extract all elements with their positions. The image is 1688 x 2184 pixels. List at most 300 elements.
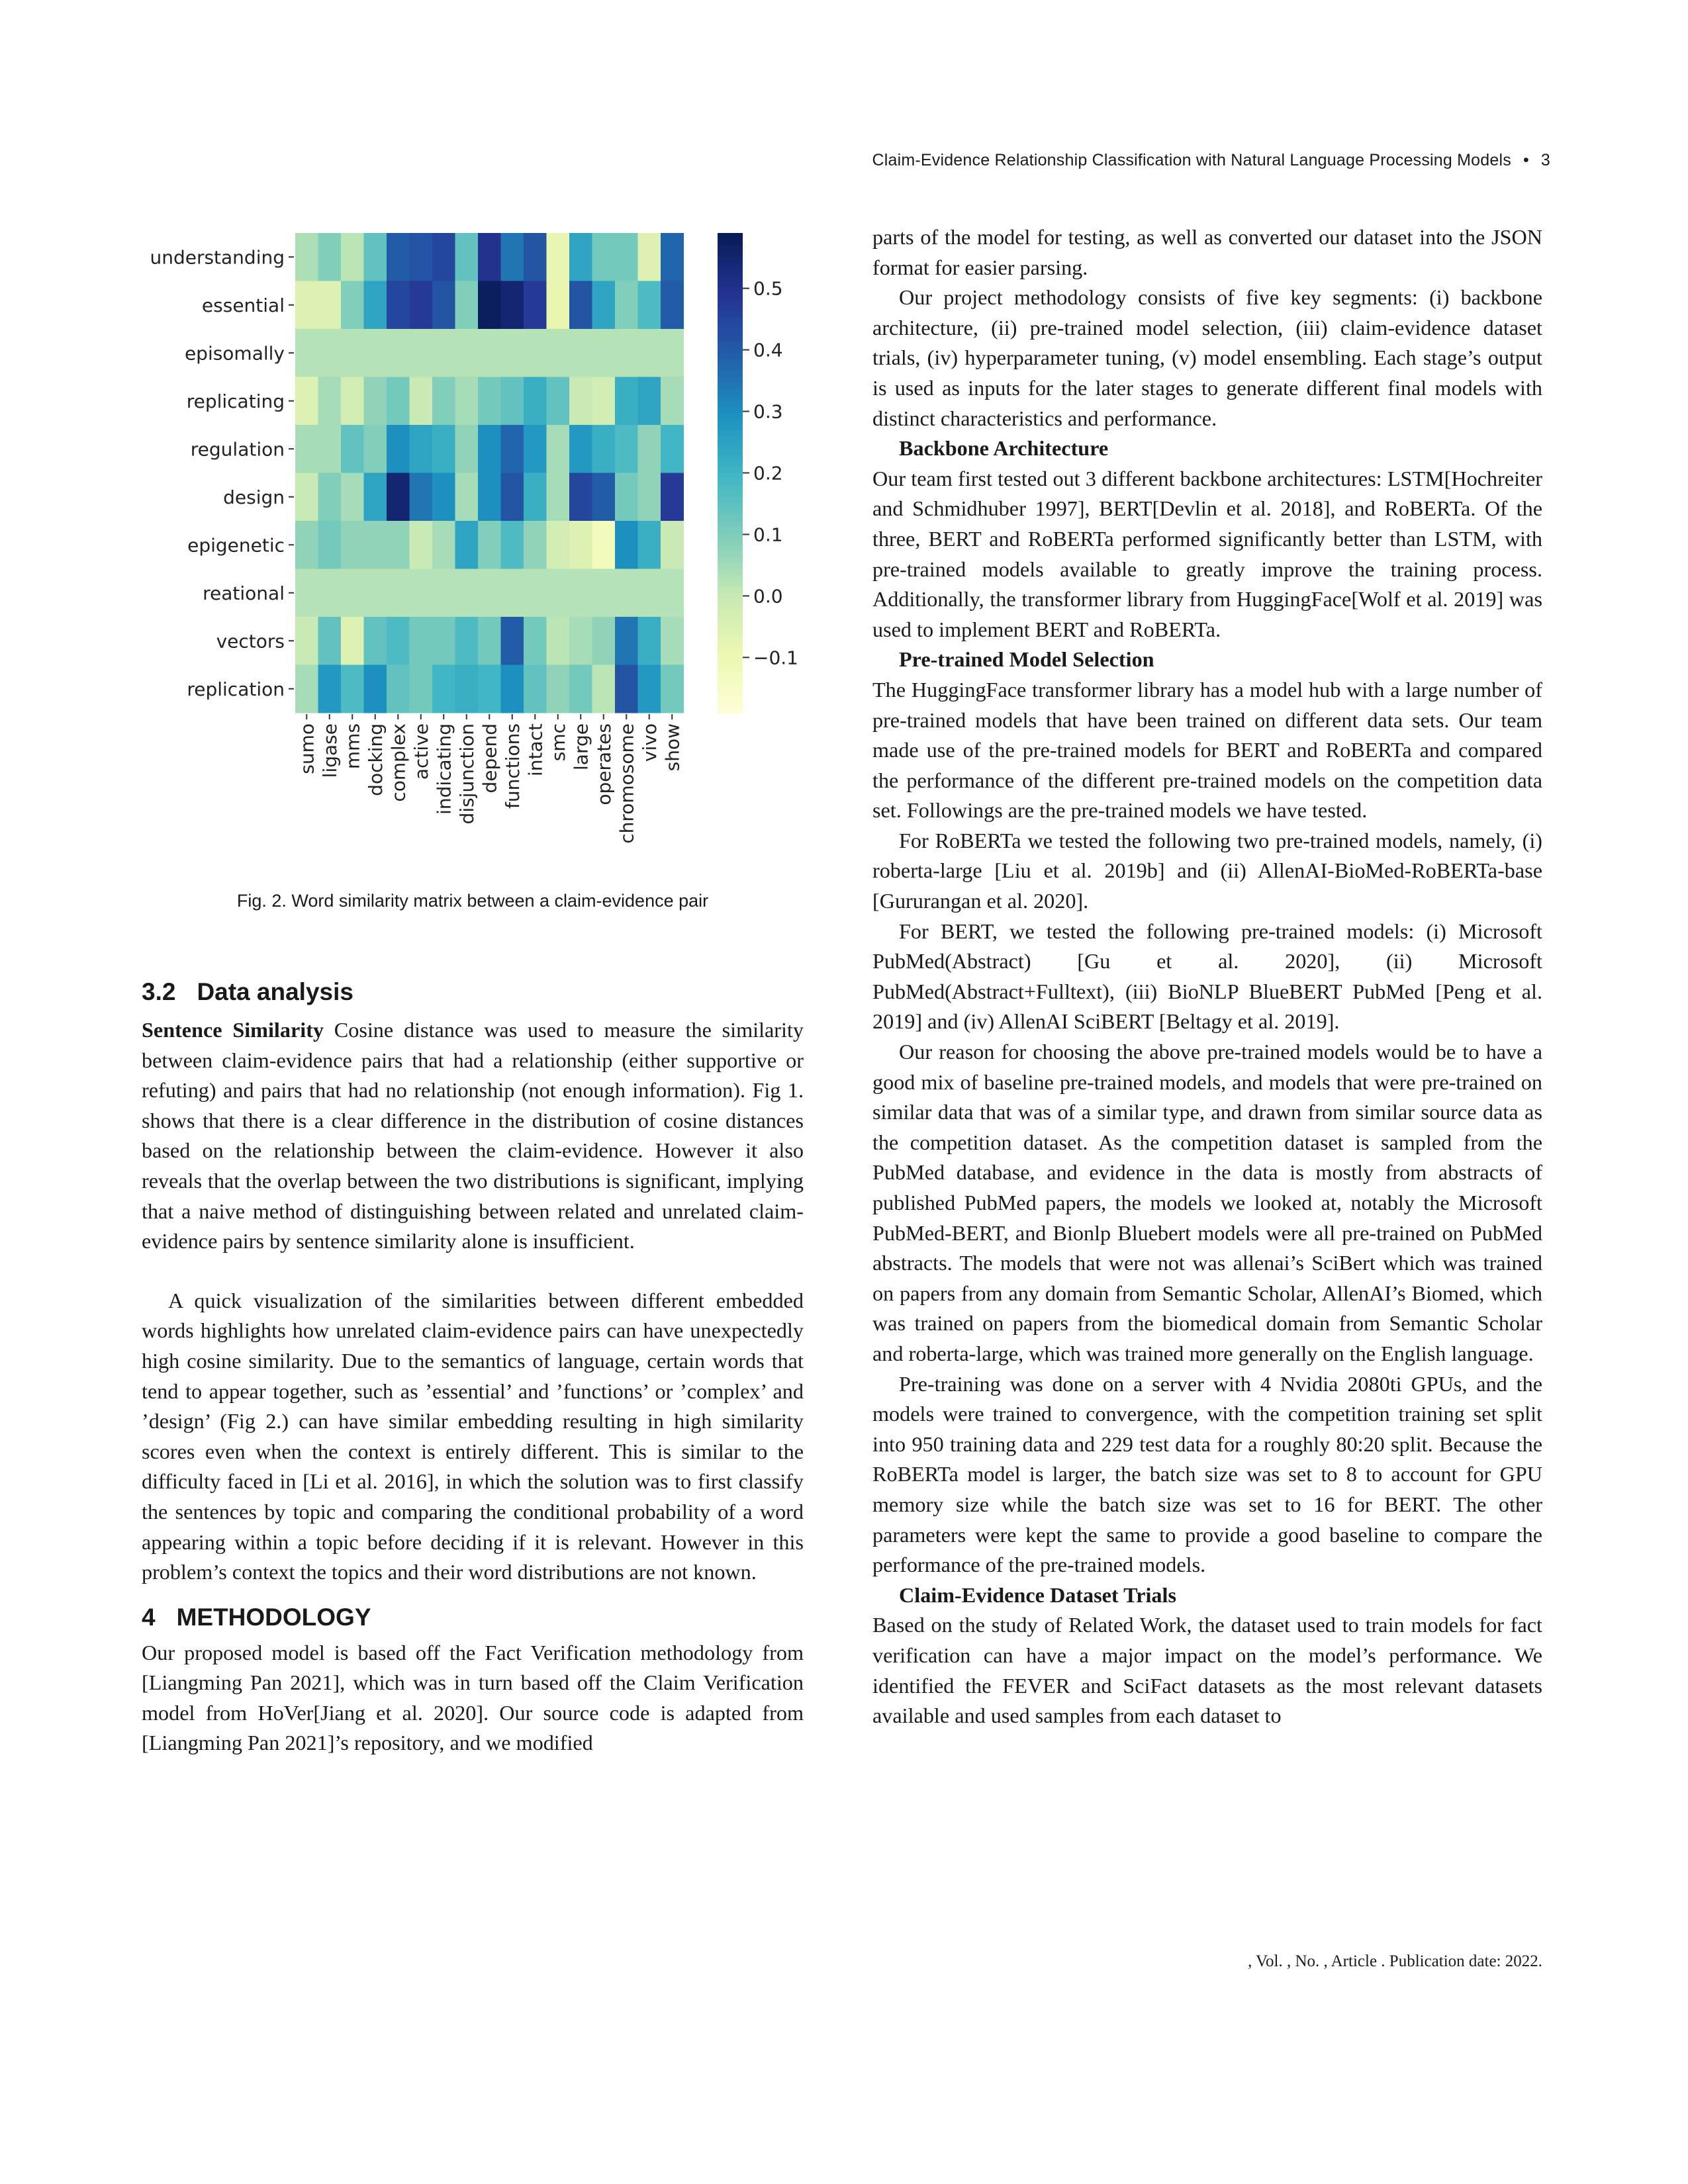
- colorbar-segment: [718, 449, 743, 455]
- column-label: vivo: [638, 723, 661, 762]
- colorbar-segment: [718, 689, 743, 696]
- column-label: functions: [501, 723, 524, 809]
- heatmap-cell: [432, 329, 455, 377]
- colorbar-segment: [718, 467, 743, 473]
- heatmap-cell: [524, 617, 547, 665]
- footer-publication: , Vol. , No. , Article . Publication date: 2022.: [1248, 1952, 1542, 1970]
- colorbar-segment: [718, 437, 743, 443]
- subheading-pretrained: Pre-trained Model Selection: [899, 647, 1154, 672]
- paragraph: parts of the model for testing, as well as converted our dataset into the JSON format for easier parsing.: [872, 225, 1542, 279]
- heatmap-cell: [592, 521, 616, 569]
- column-label: large: [570, 723, 592, 770]
- column-label: active: [410, 723, 432, 780]
- colorbar-segment: [718, 539, 743, 545]
- paragraph: For RoBERTa we tested the following two pre-trained models, namely, (i) roberta-large [Liu et al. 2019b] and (ii) AllenAI-BioMed-RoBERTa-base [Gururangan et al. 2020].: [872, 828, 1542, 913]
- heatmap-cell: [638, 521, 661, 569]
- heatmap-cell: [318, 425, 342, 473]
- heatmap-cell: [455, 521, 479, 569]
- row-label: epigenetic: [187, 534, 285, 557]
- colorbar-segment: [718, 347, 743, 353]
- heatmap-cell: [364, 233, 387, 281]
- heatmap-cell: [410, 425, 433, 473]
- colorbar-segment: [718, 245, 743, 251]
- colorbar-segment: [718, 473, 743, 480]
- heatmap-cell: [387, 569, 410, 617]
- heatmap-cell: [410, 329, 433, 377]
- colorbar-segment: [718, 605, 743, 612]
- figure-heatmap: [142, 225, 804, 900]
- heatmap-cell: [592, 617, 616, 665]
- heatmap-cell: [661, 521, 684, 569]
- heatmap-cell: [524, 665, 547, 713]
- colorbar-segment: [718, 617, 743, 623]
- row-label: replicating: [186, 390, 285, 412]
- heatmap-cell: [432, 521, 455, 569]
- colorbar-tick-label: 0.0: [753, 585, 783, 608]
- page-number: 3: [1540, 151, 1550, 169]
- paragraph-text: Cosine distance was used to measure the similarity between claim-evidence pairs that had a relationship (either supportive or refuting) and pairs that had no relationship (not enough information). Fig 1. shows that there is a clear difference in the distribution of cosine distances based on the relationship between the claim-evidence. However it also reveals that the overlap between the two distributions is significant, implying that a naive method of distinguishing between related and unrelated claim-evidence pairs by sentence similarity alone is insufficient.: [142, 1018, 804, 1253]
- heatmap-cell: [661, 281, 684, 330]
- heatmap-cell: [364, 377, 387, 426]
- heatmap-cell: [661, 233, 684, 281]
- heatmap-cell: [592, 281, 616, 330]
- heatmap-cell: [432, 281, 455, 330]
- heatmap-cell: [615, 281, 638, 330]
- colorbar-segment: [718, 401, 743, 408]
- heatmap-cell: [432, 473, 455, 522]
- heatmap-cell: [524, 473, 547, 522]
- colorbar-segment: [718, 677, 743, 684]
- heatmap-cell: [615, 665, 638, 713]
- colorbar-segment: [718, 275, 743, 281]
- running-title: Claim-Evidence Relationship Classification with Natural Language Processing Models: [872, 151, 1511, 169]
- column-label: mms: [342, 723, 364, 770]
- heatmap-cell: [318, 281, 342, 330]
- heatmap-cell: [455, 617, 479, 665]
- colorbar-segment: [718, 293, 743, 300]
- colorbar-segment: [718, 389, 743, 396]
- heatmap-cell: [501, 521, 524, 569]
- heatmap-cell: [501, 617, 524, 665]
- heatmap-cell: [615, 233, 638, 281]
- colorbar-segment: [718, 491, 743, 498]
- colorbar-segment: [718, 419, 743, 426]
- colorbar-tick-label: 0.3: [753, 400, 783, 423]
- section-title: Data analysis: [197, 978, 353, 1005]
- heatmap-cell: [615, 329, 638, 377]
- column-label: intact: [524, 723, 547, 777]
- heatmap-cell: [547, 425, 570, 473]
- heatmap-cell: [569, 329, 592, 377]
- heatmap-cell: [295, 473, 318, 522]
- heatmap-cell: [318, 377, 342, 426]
- row-label: reational: [203, 582, 285, 604]
- heatmap-cell: [432, 569, 455, 617]
- heatmap-cell: [318, 569, 342, 617]
- heatmap-cell: [478, 617, 501, 665]
- colorbar-segment: [718, 413, 743, 420]
- heatmap-cell: [341, 521, 364, 569]
- heatmap-cell: [341, 617, 364, 665]
- heatmap-cell: [341, 377, 364, 426]
- heatmap-cell: [318, 473, 342, 522]
- paragraph-methodology: Our proposed model is based off the Fact Verification methodology from [Liangming Pan 2021], which was in turn based off the Claim Verification model from HoVer[Jiang et al. 2020]. Our source code is adapted from [Liangming Pan 2021]’s repository, and we modified: [142, 1640, 804, 1755]
- heatmap-cell: [455, 473, 479, 522]
- colorbar-segment: [718, 611, 743, 617]
- heatmap-cell: [524, 425, 547, 473]
- heatmap-cell: [410, 665, 433, 713]
- figure-caption: Fig. 2. Word similarity matrix between a claim-evidence pair: [236, 891, 709, 911]
- heatmap-cell: [455, 329, 479, 377]
- section-heading-4: [142, 1604, 804, 1631]
- heatmap-cell: [364, 617, 387, 665]
- paragraph: Our team first tested out 3 different backbone architectures: LSTM[Hochreiter and Schmidhuber 1997], BERT[Devlin et al. 2018], and RoBERTa. Of the three, BERT and RoBERTa performed significantly better than LSTM, with pre-trained models available to greatly improve the training process. Additionally, the transformer library from HuggingFace[Wolf et al. 2019] was used to implement BERT and RoBERTa.: [872, 466, 1542, 641]
- heatmap-cell: [341, 665, 364, 713]
- colorbar-segment: [718, 251, 743, 257]
- row-label: episomally: [184, 342, 285, 365]
- row-label: essential: [201, 294, 285, 316]
- colorbar-segment: [718, 461, 743, 467]
- heatmap-cell: [341, 425, 364, 473]
- heatmap-cell: [524, 569, 547, 617]
- heatmap-cell: [569, 281, 592, 330]
- heatmap-cell: [547, 377, 570, 426]
- colorbar-segment: [718, 521, 743, 527]
- colorbar-segment: [718, 395, 743, 402]
- heatmap-cell: [318, 233, 342, 281]
- colorbar-segment: [718, 383, 743, 390]
- heatmap-cell: [547, 473, 570, 522]
- heatmap-cell: [501, 377, 524, 426]
- column-label: chromosome: [616, 723, 638, 844]
- colorbar-segment: [718, 623, 743, 629]
- heatmap-cell: [638, 665, 661, 713]
- paragraph: Pre-training was done on a server with 4 Nvidia 2080ti GPUs, and the models were trained to convergence, with the competition training set split into 950 training data and 229 test data for a roughly 80:20 split. Because the RoBERTa model is larger, the batch size was set to 8 to account for GPU memory size while the batch size was set to 16 for BERT. The other parameters were kept the same to provide a good baseline to compare the performance of the pre-trained models.: [872, 1371, 1542, 1577]
- heatmap-cell: [547, 617, 570, 665]
- colorbar-segment: [718, 239, 743, 246]
- colorbar-segment: [718, 311, 743, 318]
- colorbar-segment: [718, 329, 743, 336]
- heatmap-cell: [615, 569, 638, 617]
- heatmap-cell: [478, 665, 501, 713]
- heatmap-cell: [661, 377, 684, 426]
- heatmap-cell: [615, 377, 638, 426]
- colorbar-segment: [718, 665, 743, 672]
- heatmap-cell: [295, 569, 318, 617]
- colorbar-segment: [718, 527, 743, 533]
- heatmap-cell: [341, 281, 364, 330]
- heatmap-cell: [592, 665, 616, 713]
- row-label: understanding: [150, 246, 285, 269]
- colorbar-segment: [718, 671, 743, 678]
- paragraph: Our project methodology consists of five key segments: (i) backbone architecture, (ii) pre-trained model selection, (iii) claim-evidence dataset trials, (iv) hyperparameter tuning, (v) model ensembling. Each stage’s output is used as inputs for the later stages to generate different final models with distinct characteristics and performance.: [872, 285, 1542, 430]
- colorbar-tick-label: −0.1: [753, 647, 798, 669]
- heatmap-cell: [638, 569, 661, 617]
- heatmap-cell: [478, 329, 501, 377]
- heatmap-cell: [547, 233, 570, 281]
- heatmap-cell: [638, 329, 661, 377]
- heatmap-cell: [478, 473, 501, 522]
- heatmap-cell: [364, 665, 387, 713]
- heatmap-cell: [455, 569, 479, 617]
- colorbar-segment: [718, 431, 743, 437]
- heatmap-cell: [638, 281, 661, 330]
- section-number: 3.2: [142, 978, 176, 1005]
- heatmap-cell: [569, 377, 592, 426]
- colorbar-segment: [718, 629, 743, 635]
- heatmap-cell: [455, 233, 479, 281]
- colorbar-tick-label: 0.2: [753, 462, 783, 484]
- paragraph: Our reason for choosing the above pre-trained models would be to have a good mix of baseline pre-trained models, and models that were pre-trained on similar data that was of a similar type, and drawn from similar source data as the competition dataset. As the competition dataset is sampled from the PubMed database, and evidence in the data is mostly from abstracts of published PubMed papers, the models we looked at, notably the Microsoft PubMed-BERT, and Bionlp Bluebert models were all pre-trained on PubMed abstracts. The models that were not was allenai’s SciBert which was trained on papers from any domain from Semantic Scholar, AllenAI’s Biomed, which was trained on papers from the biomedical domain from Semantic Scholar and roberta-large, which was trained more generally on the English language.: [872, 1040, 1542, 1365]
- heatmap-cell: [569, 473, 592, 522]
- subheading-dataset: Claim-Evidence Dataset Trials: [899, 1582, 1176, 1607]
- colorbar-segment: [718, 509, 743, 516]
- heatmap-cell: [455, 377, 479, 426]
- paragraph: For BERT, we tested the following pre-trained models: (i) Microsoft PubMed(Abstract) [Gu et al. 2020], (ii) Microsoft PubMed(Abstract+Fulltext), (iii) BioNLP BlueBERT PubMed [Peng et al. 2019] and (iv) AllenAI SciBERT [Beltagy et al. 2019].: [872, 919, 1542, 1034]
- heatmap-cell: [341, 329, 364, 377]
- colorbar-segment: [718, 233, 743, 240]
- paragraph-sentence-similarity: [142, 1015, 804, 1257]
- heatmap-cell: [592, 329, 616, 377]
- column-label: show: [661, 723, 684, 772]
- heatmap-cell: [387, 425, 410, 473]
- heatmap-cell: [638, 377, 661, 426]
- heatmap-cell: [501, 425, 524, 473]
- heatmap-cell: [661, 425, 684, 473]
- heatmap-cell: [318, 521, 342, 569]
- colorbar-segment: [718, 359, 743, 365]
- heatmap-cell: [501, 473, 524, 522]
- colorbar-segment: [718, 653, 743, 659]
- heatmap-cell: [455, 665, 479, 713]
- colorbar-segment: [718, 557, 743, 563]
- heatmap-cell: [387, 233, 410, 281]
- heatmap-cell: [432, 617, 455, 665]
- colorbar-segment: [718, 263, 743, 269]
- heatmap-cell: [410, 377, 433, 426]
- heatmap-cell: [478, 233, 501, 281]
- colorbar-segment: [718, 485, 743, 492]
- colorbar-segment: [718, 515, 743, 522]
- column-label: docking: [364, 723, 387, 796]
- colorbar-segment: [718, 323, 743, 330]
- colorbar-segment: [718, 353, 743, 359]
- colorbar-segment: [718, 365, 743, 371]
- colorbar-segment: [718, 659, 743, 665]
- heatmap-cell: [295, 665, 318, 713]
- heatmap-cell: [592, 377, 616, 426]
- colorbar-segment: [718, 551, 743, 557]
- colorbar-segment: [718, 569, 743, 576]
- heatmap-cell: [661, 665, 684, 713]
- heatmap-cell: [432, 233, 455, 281]
- heatmap-cell: [569, 425, 592, 473]
- heatmap-cell: [569, 617, 592, 665]
- heatmap-cell: [478, 281, 501, 330]
- column-label: sumo: [296, 723, 318, 774]
- heatmap-cell: [318, 329, 342, 377]
- colorbar-segment: [718, 701, 743, 707]
- heatmap-cell: [592, 569, 616, 617]
- colorbar-segment: [718, 647, 743, 653]
- heatmap-cell: [661, 617, 684, 665]
- heatmap-cell: [295, 281, 318, 330]
- colorbar-segment: [718, 443, 743, 449]
- heatmap-cell: [341, 569, 364, 617]
- colorbar-segment: [718, 707, 743, 713]
- heatmap-cell: [592, 473, 616, 522]
- row-label: vectors: [216, 630, 285, 653]
- heatmap-cell: [569, 665, 592, 713]
- heatmap-cell: [661, 569, 684, 617]
- colorbar-segment: [718, 563, 743, 569]
- running-header: [872, 151, 1550, 170]
- heatmap-cell: [638, 233, 661, 281]
- heatmap-cell: [387, 281, 410, 330]
- heatmap-cell: [364, 569, 387, 617]
- colorbar-segment: [718, 641, 743, 647]
- colorbar-segment: [718, 377, 743, 384]
- heatmap-cell: [387, 521, 410, 569]
- row-label: replication: [187, 678, 285, 700]
- heatmap-cell: [638, 425, 661, 473]
- heatmap-cell: [364, 521, 387, 569]
- heatmap-cell: [592, 425, 616, 473]
- colorbar-segment: [718, 533, 743, 539]
- heatmap-cell: [387, 617, 410, 665]
- section-number: 4: [142, 1603, 156, 1631]
- heatmap-cell: [524, 329, 547, 377]
- colorbar-segment: [718, 425, 743, 432]
- heatmap-cell: [341, 233, 364, 281]
- heatmap-cell: [387, 329, 410, 377]
- heatmap-cell: [410, 617, 433, 665]
- heatmap-cell: [387, 377, 410, 426]
- heatmap-cell: [615, 425, 638, 473]
- heatmap-cell: [501, 665, 524, 713]
- heatmap-cell: [478, 521, 501, 569]
- heatmap-cell: [295, 521, 318, 569]
- heatmap-cell: [364, 329, 387, 377]
- column-label: depend: [479, 723, 501, 794]
- colorbar-segment: [718, 305, 743, 312]
- column-label: smc: [547, 723, 569, 762]
- colorbar-segment: [718, 335, 743, 341]
- heatmap-cell: [455, 425, 479, 473]
- colorbar-segment: [718, 479, 743, 486]
- colorbar-segment: [718, 635, 743, 641]
- heatmap-cell: [569, 521, 592, 569]
- heatmap-cell: [387, 665, 410, 713]
- heatmap-cell: [478, 425, 501, 473]
- heatmap-cell: [615, 473, 638, 522]
- colorbar-segment: [718, 545, 743, 551]
- right-column: [872, 222, 1542, 1731]
- column-label: disjunction: [455, 723, 478, 825]
- heatmap-cell: [501, 233, 524, 281]
- heatmap-cell: [547, 665, 570, 713]
- heatmap-cell: [592, 233, 616, 281]
- heatmap-cell: [501, 569, 524, 617]
- heatmap-cell: [661, 473, 684, 522]
- colorbar-segment: [718, 455, 743, 461]
- heatmap-cell: [501, 329, 524, 377]
- colorbar-segment: [718, 299, 743, 306]
- heatmap-cell: [364, 473, 387, 522]
- heatmap-cell: [455, 281, 479, 330]
- heatmap-cell: [478, 569, 501, 617]
- heatmap-cell: [364, 425, 387, 473]
- heatmap-cell: [524, 521, 547, 569]
- column-label: operates: [592, 723, 615, 805]
- colorbar-segment: [718, 281, 743, 288]
- colorbar-segment: [718, 407, 743, 414]
- heatmap-cell: [295, 617, 318, 665]
- heatmap-cell: [410, 569, 433, 617]
- heatmap-cell: [410, 473, 433, 522]
- column-label: complex: [387, 723, 410, 802]
- heatmap-cell: [615, 617, 638, 665]
- heatmap-cell: [547, 569, 570, 617]
- heatmap-chart: [142, 225, 804, 887]
- heatmap-cell: [410, 521, 433, 569]
- colorbar-segment: [718, 695, 743, 702]
- heatmap-cell: [524, 377, 547, 426]
- paragraph: Based on the study of Related Work, the dataset used to train models for fact verification can have a major impact on the model’s performance. We identified the FEVER and SciFact datasets as the most relevant datasets available and used samples from each dataset to: [872, 1613, 1542, 1728]
- column-label: ligase: [318, 723, 341, 778]
- heatmap-cell: [547, 521, 570, 569]
- paragraph-visualization: A quick visualization of the similarities between different embedded words highlights how unrelated claim-evidence pairs can have unexpectedly high cosine similarity. Due to the semantics of language, certain words that tend to appear together, such as ’essential’ and ’functions’ or ’complex’ and ’design’ (Fig 2.) can have similar embedding resulting in high similarity scores even when the context is entirely different. This is similar to the difficulty faced in [Li et al. 2016], in which the solution was to first classify the sentences by topic and comparing the conditional probability of a word appearing within a topic before deciding if it is relevant. However in this problem’s context the topics and their word distributions are not known.: [142, 1288, 804, 1584]
- heatmap-cell: [569, 569, 592, 617]
- colorbar-segment: [718, 257, 743, 263]
- heatmap-cell: [524, 233, 547, 281]
- heatmap-cell: [341, 473, 364, 522]
- colorbar-tick-label: 0.4: [753, 339, 783, 361]
- section-heading-3-2: [142, 978, 804, 1006]
- heatmap-cell: [478, 377, 501, 426]
- colorbar-segment: [718, 371, 743, 377]
- heatmap-cell: [295, 233, 318, 281]
- run-in-heading: Sentence Similarity: [142, 1018, 324, 1042]
- colorbar-segment: [718, 683, 743, 690]
- colorbar-tick-label: 0.1: [753, 523, 783, 546]
- heatmap-cell: [295, 329, 318, 377]
- heatmap-cell: [615, 521, 638, 569]
- heatmap-cell: [501, 281, 524, 330]
- heatmap-cell: [661, 329, 684, 377]
- colorbar-segment: [718, 317, 743, 324]
- colorbar-segment: [718, 587, 743, 594]
- heatmap-cell: [524, 281, 547, 330]
- header-bullet: •: [1523, 151, 1529, 169]
- heatmap-cell: [432, 425, 455, 473]
- heatmap-cell: [295, 425, 318, 473]
- heatmap-cell: [432, 665, 455, 713]
- colorbar-tick-label: 0.5: [753, 277, 783, 300]
- paragraph: The HuggingFace transformer library has a model hub with a large number of pre-trained models that have been trained on different data sets. Our team made use of the pre-trained models for BERT and RoBERTa and compared the performance of the different pre-trained models on the competition data set. Followings are the pre-trained models we have tested.: [872, 677, 1542, 823]
- heatmap-cell: [318, 665, 342, 713]
- colorbar-segment: [718, 575, 743, 582]
- colorbar-segment: [718, 497, 743, 504]
- subheading-backbone: Backbone Architecture: [899, 436, 1109, 461]
- heatmap-cell: [387, 473, 410, 522]
- colorbar-segment: [718, 269, 743, 275]
- row-label: design: [223, 486, 285, 508]
- heatmap-cell: [547, 329, 570, 377]
- heatmap-cell: [569, 233, 592, 281]
- row-label: regulation: [190, 438, 285, 461]
- heatmap-cell: [364, 281, 387, 330]
